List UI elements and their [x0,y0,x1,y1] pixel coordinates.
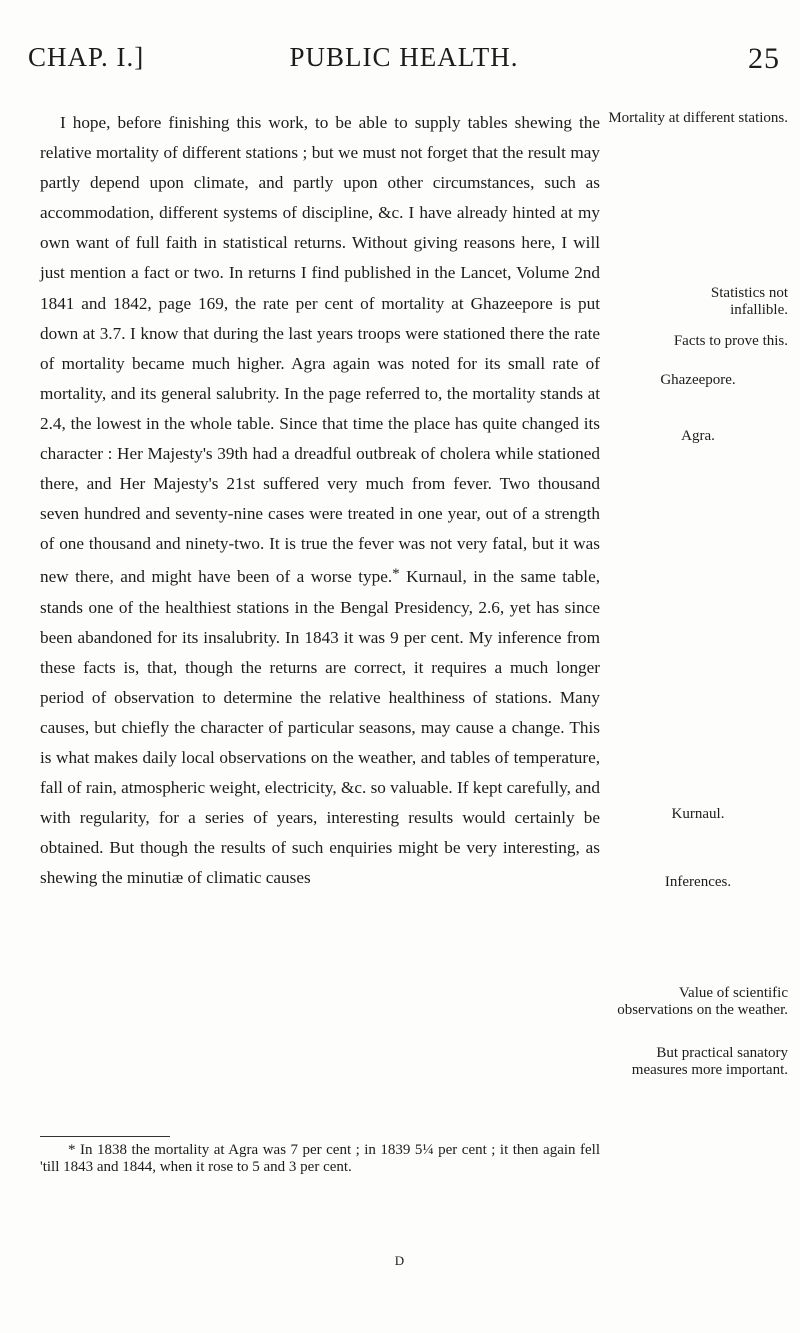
marginal-note-ghazeepore: Ghazeepore. [660,372,736,388]
running-header [28,42,780,82]
footnote [40,1142,600,1176]
signature-mark: D [394,1253,406,1268]
page-number: 25 [748,42,780,75]
marginal-note-agra: Agra. [681,428,715,444]
footnote-reference: * [392,566,400,583]
body-paragraph [40,108,600,893]
marginal-note-inferences: Inferences. [664,874,732,890]
marginal-note-mortality: Mortality at different stations. [608,110,788,126]
marginal-note-statistics: Statistics not infallible. [710,285,788,318]
marginal-note-scientific: Value of scientific observations on the weather. [617,985,788,1018]
footnote-text: * In 1838 the mortality at Agra was 7 per cent ; in 1839 5¼ per cent ; it then again fell 'till 1843 and 1844, when it rose to 5 and 3 per cent. [40,1142,600,1175]
footnote-rule [40,1136,170,1137]
main-text [40,108,600,893]
marginal-note-kurnaul: Kurnaul. [671,806,725,822]
body-paragraph-part-1: I hope, before finishing this work, to be able to supply tables shewing the relative mortality of different stations ; but we must not forget that the result may partly depend upon climate, and partly upon other circumstances, such as accommodation, different systems of discipline, &c. I have already hinted at my own want of full faith in statistical returns. Without giving reasons here, I will just mention a fact or two. In returns I find published in the Lancet, Volume 2nd 1841 and 1842, page 169, the rate per cent of mortality at Ghazeepore is put down at 3.7. I know that during the last years troops were stationed there the rate of mortality became much higher. Agra again was noted for its small rate of mortality, and its general salubrity. In the page referred to, the mortality stands at 2.4, the lowest in the whole table. Since that time the place has quite changed its character : Her Majesty's 39th had a dreadful outbreak of cholera while stationed there, and Her Majesty's 21st suffered very much from fever. Two thousand seven hundred and seventy-nine cases were treated in one year, out of a strength of one thousand and ninety-two. It is true the fever was not very fatal, but it was new there, and might have been of a worse type. [40,113,600,587]
running-title: PUBLIC HEALTH. [289,42,519,72]
body-paragraph-part-2: Kurnaul, in the same table, stands one of the healthiest stations in the Bengal Presidency, 2.6, yet has since been abandoned for its insalubrity. In 1843 it was 9 per cent. My inference from these facts is, that, though the returns are correct, it requires a much longer period of observation to determine the relative healthiness of stations. Many causes, but chiefly the character of particular seasons, may cause a change. This is what makes daily local observations on the weather, and tables of temperature, fall of rain, atmospheric weight, electricity, &c. so valuable. If kept carefully, and with regularity, for a series of years, interesting results would certainly be obtained. But though the results of such enquiries might be very interesting, as shewing the minutiæ of climatic causes [40,567,600,888]
chapter-label: CHAP. I.] [28,42,145,72]
marginal-note-facts: Facts to prove this. [673,333,788,349]
marginal-note-sanatory: But practical sanatory measures more important. [631,1045,788,1078]
